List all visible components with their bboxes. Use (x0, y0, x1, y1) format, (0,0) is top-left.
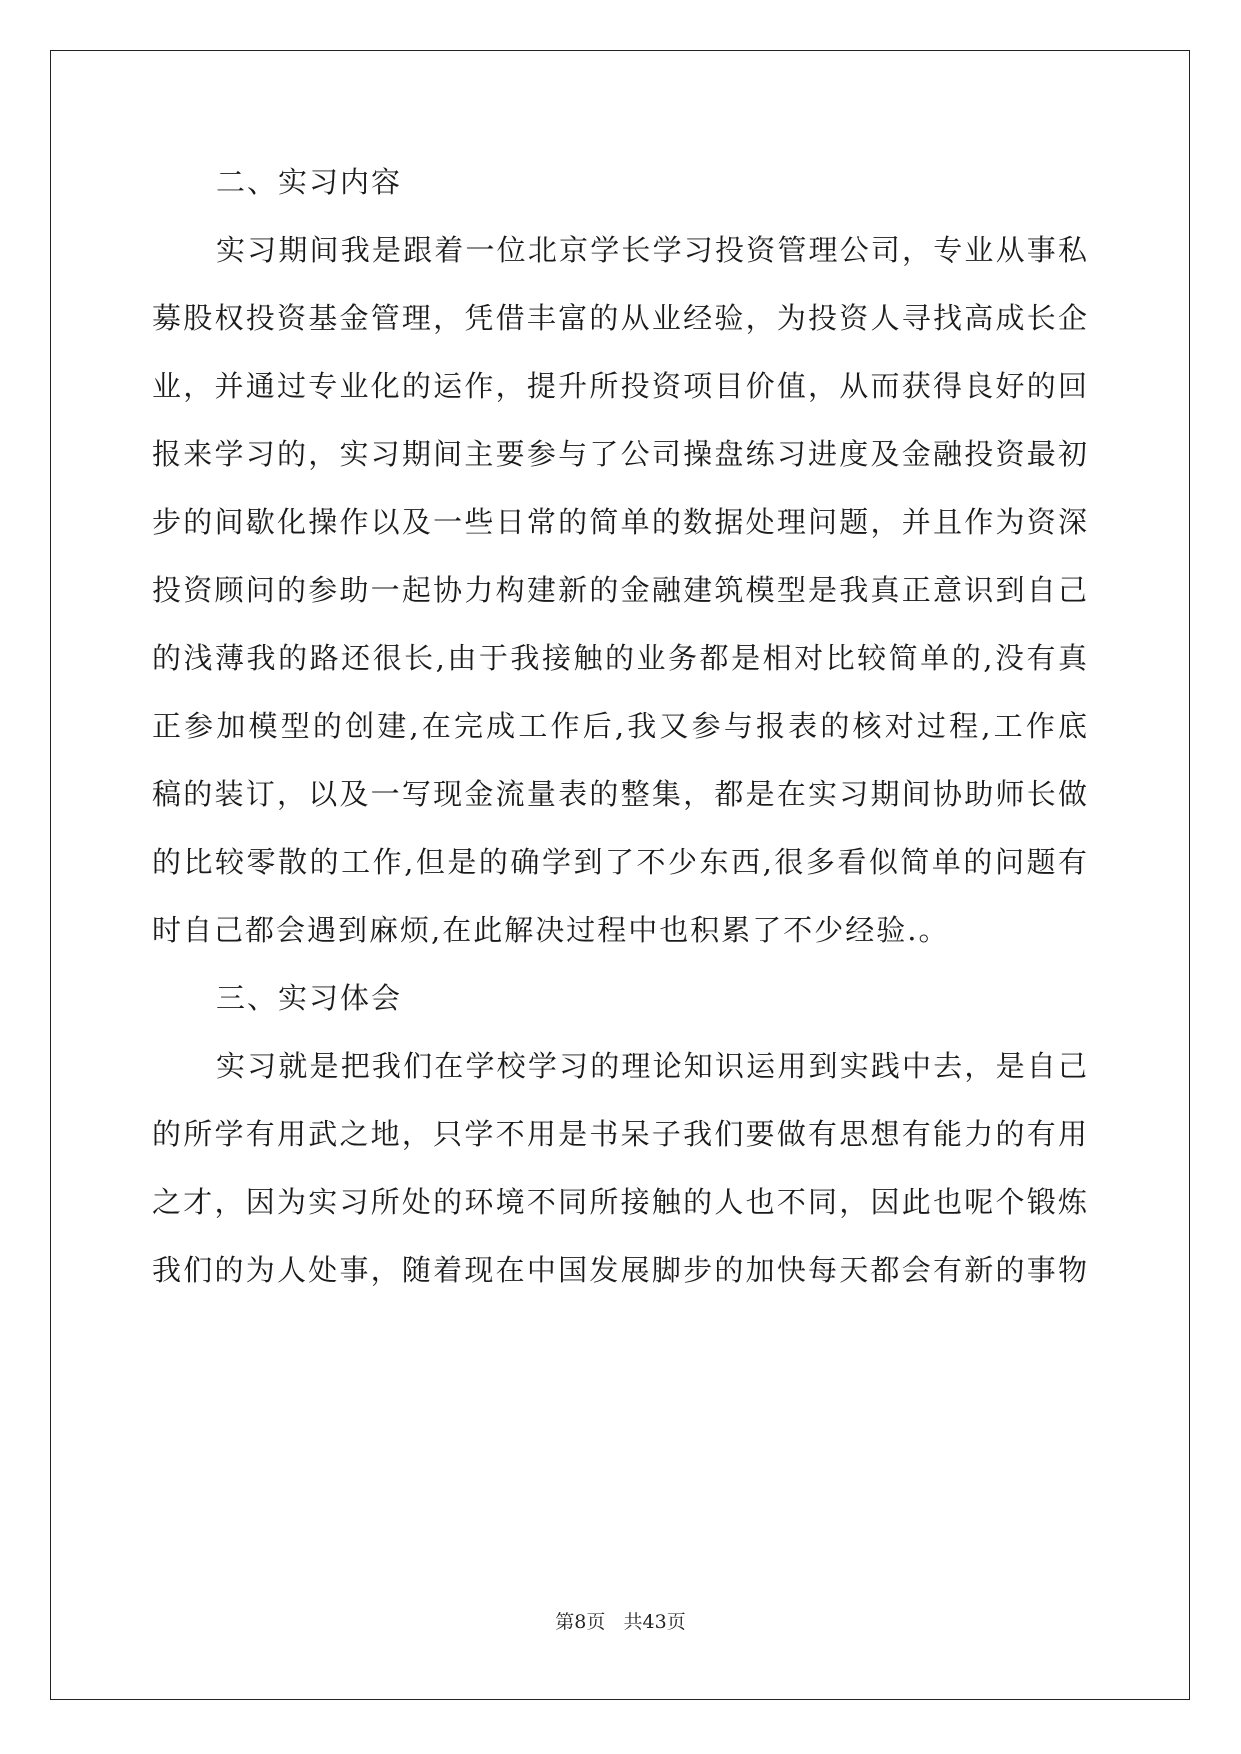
paragraph-line: 的浅薄我的路还很长,由于我接触的业务都是相对比较简单的,没有真 (152, 641, 1087, 675)
paragraph-line: 稿的装订，以及一写现金流量表的整集，都是在实习期间协助师长做 (152, 777, 1087, 811)
total-suffix: 页 (666, 1611, 686, 1633)
footer-gap (605, 1611, 623, 1633)
section-heading: 二、实习内容 (216, 165, 403, 199)
paragraph-line: 正参加模型的创建,在完成工作后,我又参与报表的核对过程,工作底 (152, 709, 1087, 743)
paragraph-line: 的所学有用武之地，只学不用是书呆子我们要做有思想有能力的有用 (152, 1117, 1087, 1151)
paragraph-line: 业，并通过专业化的运作，提升所投资项目价值，从而获得良好的回 (152, 369, 1087, 403)
paragraph-line: 实习期间我是跟着一位北京学长学习投资管理公司，专业从事私 (216, 233, 1087, 267)
paragraph-line: 我们的为人处事，随着现在中国发展脚步的加快每天都会有新的事物 (152, 1253, 1087, 1287)
paragraph-line: 报来学习的，实习期间主要参与了公司操盘练习进度及金融投资最初 (152, 437, 1087, 471)
paragraph-line: 之才，因为实习所处的环境不同所接触的人也不同，因此也呢个锻炼 (152, 1185, 1087, 1219)
page-number: 8 (574, 1611, 587, 1633)
paragraph-line: 步的间歇化操作以及一些日常的简单的数据处理问题，并且作为资深 (152, 505, 1087, 539)
section-heading: 三、实习体会 (216, 981, 403, 1015)
total-pages: 43 (642, 1611, 667, 1633)
paragraph-line: 实习就是把我们在学校学习的理论知识运用到实践中去，是自己 (216, 1049, 1087, 1083)
total-prefix: 共 (623, 1611, 643, 1633)
page-suffix: 页 (586, 1611, 606, 1633)
paragraph-line: 时自己都会遇到麻烦,在此解决过程中也积累了不少经验.。 (152, 913, 950, 947)
paragraph-line: 募股权投资基金管理，凭借丰富的从业经验，为投资人寻找高成长企 (152, 301, 1087, 335)
paragraph-line: 的比较零散的工作,但是的确学到了不少东西,很多看似简单的问题有 (152, 845, 1087, 879)
paragraph-line: 投资顾问的参助一起协力构建新的金融建筑模型是我真正意识到自己 (152, 573, 1087, 607)
page-prefix: 第 (555, 1611, 575, 1633)
page-footer (0, 1610, 1241, 1634)
